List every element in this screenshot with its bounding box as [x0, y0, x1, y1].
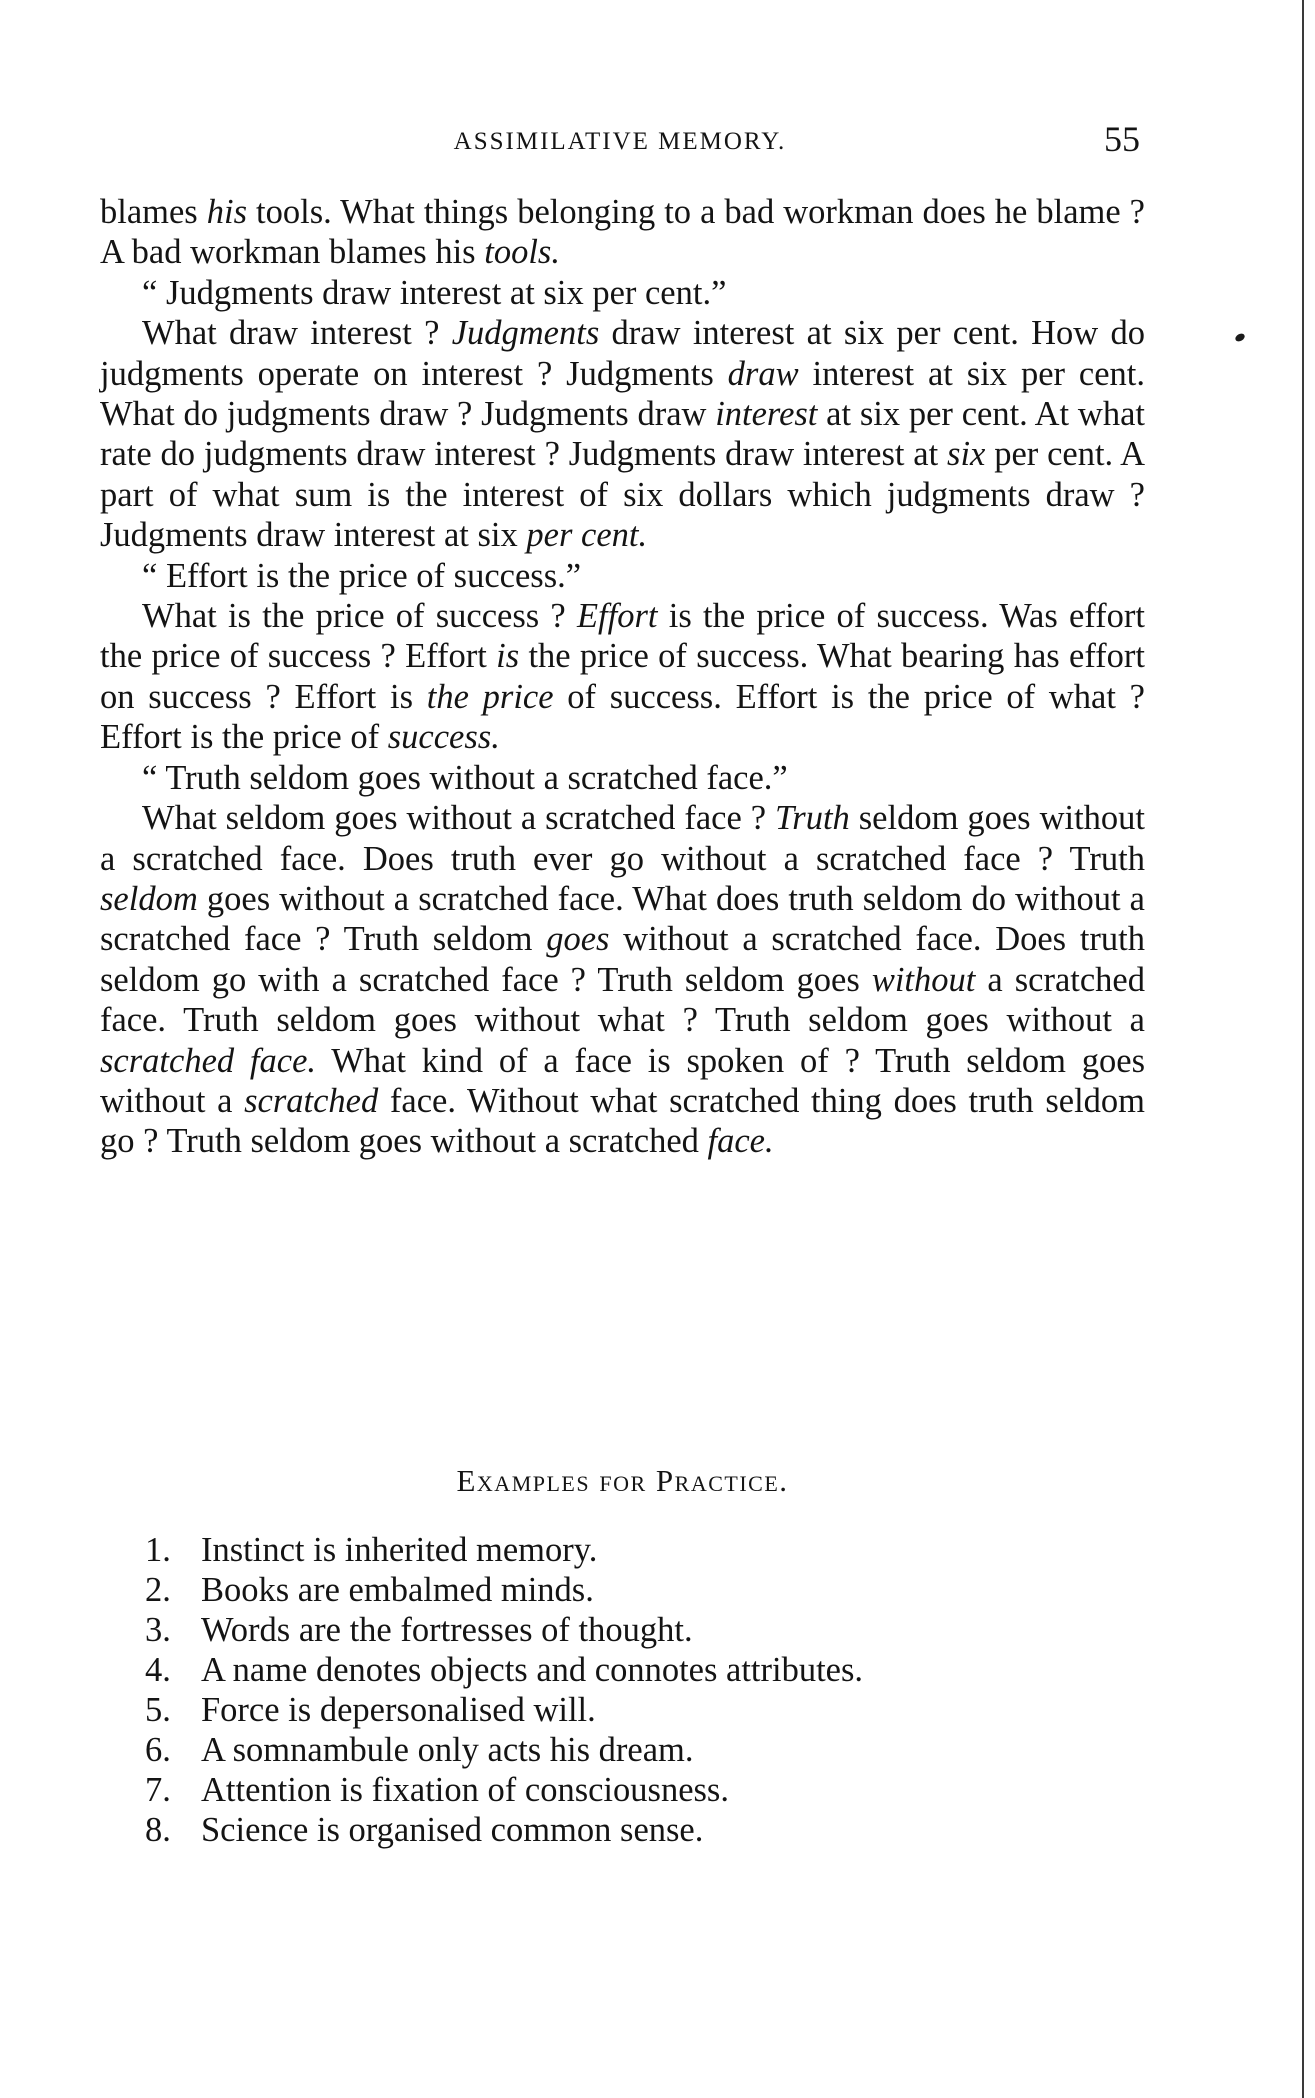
text-run: “ Judgments draw interest at six per cent.” [142, 273, 727, 312]
paragraph [100, 273, 1145, 313]
examples-list [145, 1530, 863, 1850]
text-run: What is the price of success ? [142, 597, 577, 636]
text-run: What kind of a face is spoken of ? Truth seldom goes without a [100, 1041, 1145, 1120]
italic-text: success. [387, 718, 500, 757]
list-item-number: 1. [145, 1531, 171, 1569]
text-run: “ Effort is the price of success.” [142, 556, 582, 595]
text-run: draw interest at six per cent. How do judgments operate on interest ? Judgments [100, 314, 1145, 393]
italic-text: Effort [576, 597, 658, 636]
text-run: per cent. A part of what sum is the interest of six dollars which judgments draw ? Judgments draw interest at six [100, 435, 1146, 555]
text-run: is the price of success. Was effort the price of success ? Effort [100, 597, 1145, 676]
list-item-number: 2. [145, 1571, 171, 1609]
section-heading: Examples for Practice. [456, 1463, 789, 1498]
list-item-number: 7. [145, 1771, 171, 1809]
list-item-text: Attention is fixation of consciousness. [201, 1771, 729, 1809]
italic-text: scratched face. [100, 1041, 317, 1080]
list-item-number: 3. [145, 1611, 171, 1649]
list-item-text: Force is depersonalised will. [201, 1691, 596, 1729]
italic-text: goes [546, 920, 610, 959]
list-item [145, 1770, 863, 1810]
text-run: “ Truth seldom goes without a scratched face.” [142, 758, 788, 797]
paragraph [100, 313, 1145, 555]
list-item-text: Books are embalmed minds. [201, 1571, 594, 1609]
italic-text: seldom [100, 879, 198, 918]
paragraph [100, 596, 1145, 758]
paragraph [100, 556, 1145, 596]
list-item [145, 1530, 863, 1570]
text-run: seldom goes without a scratched face. Does truth ever go without a scratched face ? Truth [100, 799, 1145, 878]
italic-text: Judgments [451, 314, 600, 353]
text-run: the price of success. What bearing has effort on success ? Effort is [100, 637, 1145, 716]
paragraph [100, 192, 1145, 273]
text-run: of success. Effort is the price of what ? Effort is the price of [100, 677, 1145, 757]
page-edge-line [1302, 0, 1304, 2098]
list-item [145, 1570, 863, 1610]
italic-text: six [947, 435, 986, 474]
italic-text: tools. [484, 233, 560, 272]
text-run: blames [100, 193, 207, 231]
text-run: interest at six per cent. What do judgments draw ? Judgments draw [100, 354, 1146, 434]
list-item [145, 1730, 863, 1770]
paragraph [100, 798, 1145, 1162]
italic-text: per cent. [526, 516, 648, 555]
list-item [145, 1690, 863, 1730]
running-head: ASSIMILATIVE MEMORY. [453, 128, 787, 155]
text-run: a scratched face. Truth seldom goes without what ? Truth seldom goes without a [100, 960, 1145, 1040]
italic-text: face. [707, 1122, 774, 1161]
list-item-text: A name denotes objects and connotes attributes. [201, 1651, 864, 1689]
list-item [145, 1650, 863, 1690]
list-item-text: Words are the fortresses of thought. [201, 1611, 693, 1649]
text-run: goes without a scratched face. What does truth seldom do without a scratched face ? Truth seldom [100, 879, 1145, 959]
italic-text: Truth [775, 799, 850, 838]
italic-text: without [871, 960, 976, 999]
italic-text: interest [715, 395, 818, 434]
ink-speck [1234, 332, 1246, 343]
list-item-text: A somnambule only acts his dream. [201, 1731, 694, 1769]
italic-text: draw [727, 354, 799, 393]
italic-text: the price [426, 677, 554, 716]
body-text [100, 192, 1145, 1162]
italic-text: is [496, 637, 520, 676]
text-run: face. Without what scratched thing does truth seldom go ? Truth seldom goes without a scratched [100, 1081, 1145, 1161]
page-header [100, 118, 1140, 168]
text-run: without a scratched face. Does truth seldom go with a scratched face ? Truth seldom goes [100, 920, 1145, 999]
list-item-number: 8. [145, 1811, 171, 1849]
italic-text: scratched [244, 1081, 379, 1120]
italic-text: his [206, 193, 248, 231]
list-item-number: 6. [145, 1731, 171, 1769]
paragraph [100, 758, 1145, 798]
list-item [145, 1810, 863, 1850]
text-run: tools. What things belonging to a bad workman does he blame ? A bad workman blames his [100, 193, 1145, 272]
list-item [145, 1610, 863, 1650]
text-run: What seldom goes without a scratched face ? [142, 799, 775, 838]
list-item-number: 4. [145, 1651, 171, 1689]
page-number: 55 [1104, 119, 1140, 159]
list-item-number: 5. [145, 1691, 171, 1729]
text-run: What draw interest ? [142, 314, 452, 353]
text-run: at six per cent. At what rate do judgments draw interest ? Judgments draw interest at [100, 395, 1145, 474]
list-item-text: Instinct is inherited memory. [201, 1531, 598, 1569]
list-item-text: Science is organised common sense. [201, 1811, 704, 1849]
